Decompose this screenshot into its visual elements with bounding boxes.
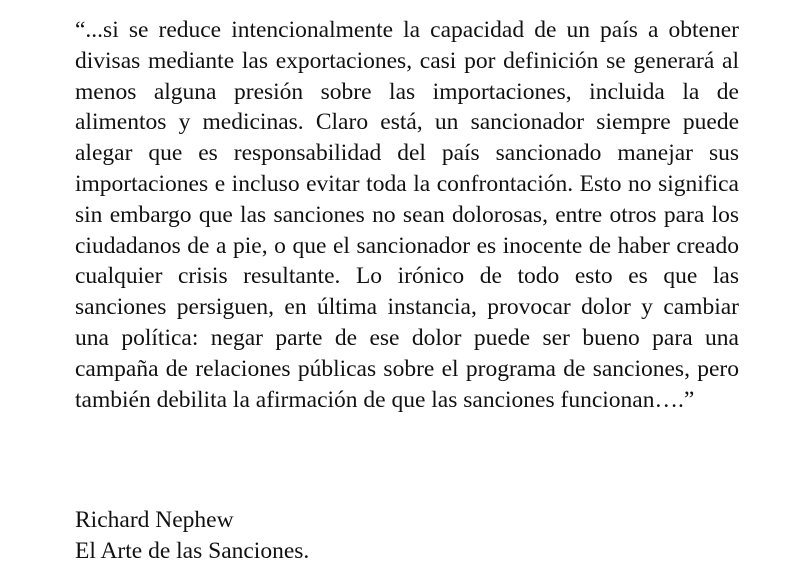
attribution — [75, 505, 309, 567]
author-name: Richard Nephew — [75, 507, 234, 533]
source-title: El Arte de las Sanciones. — [75, 537, 310, 564]
quote-paragraph: “...si se reduce intencionalmente la capacidad de un país a obtener divisas mediante las exportaciones, casi por definición se generará al menos alguna presión sobre las importaciones, incluida la de alimentos y medicinas. Claro está, un sancionador siempre puede alegar que es responsabilidad del país sancionado manejar sus importaciones e incluso evitar toda la confrontación. Esto no significa sin embargo que las sanciones no sean dolorosas, entre otros para los ciudadanos de a pie, o que el sancionador es inocente de haber creado cualquier crisis resultante. Lo irónico de todo esto es que las sanciones persiguen, en última instancia, provocar dolor y cambiar una política: negar parte de ese dolor puede ser bueno para una campaña de relaciones públicas sobre el programa de sanciones, pero también debilita la afirmación de que las sanciones funcionan….” — [75, 17, 739, 413]
